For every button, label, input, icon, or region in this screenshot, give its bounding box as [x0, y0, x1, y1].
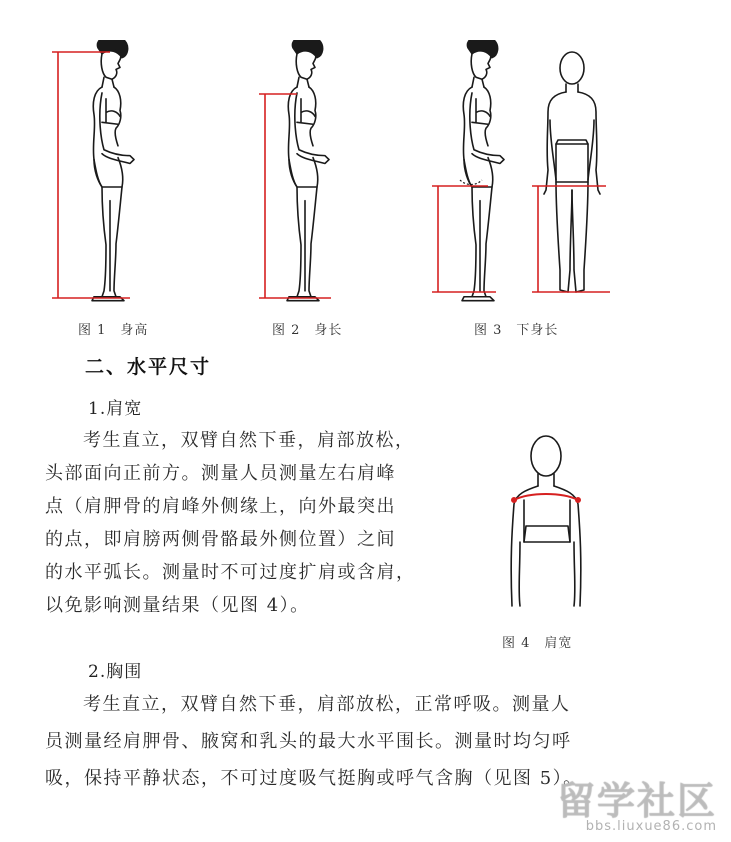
lower-body-side-illustration — [420, 40, 530, 310]
paragraph-line: 吸，保持平静状态，不可过度吸气挺胸或呼气含胸（见图 5）。 — [45, 768, 583, 789]
subsection-title-chest-circumference: 2.胸围 — [88, 662, 143, 682]
paragraph-line: 的水平弧长。测量时不可过度扩肩或含肩， — [45, 562, 416, 583]
figure-1-height — [50, 40, 160, 310]
watermark-logo: 留学社区 — [556, 779, 717, 823]
height-figure-illustration — [50, 40, 160, 310]
figure-3-lower-body-side — [420, 40, 530, 310]
subsection-title-shoulder-width: 1.肩宽 — [88, 399, 143, 419]
paragraph-line: 考生直立，双臂自然下垂，肩部放松，正常呼吸。测量人 — [83, 694, 571, 715]
figure-4-caption: 图 4 肩宽 — [502, 636, 573, 651]
body-length-figure-illustration — [245, 40, 355, 310]
figure-3-lower-body-back — [520, 40, 630, 310]
paragraph-line: 员测量经肩胛骨、腋窝和乳头的最大水平围长。测量时均匀呼 — [45, 731, 572, 752]
figure-2-body-length — [245, 40, 355, 310]
figure-4-shoulder-width — [490, 430, 600, 610]
section-title-horizontal-dimensions: 二、水平尺寸 — [85, 356, 212, 378]
paragraph-line: 的点，即肩膀两侧骨骼最外侧位置）之间 — [45, 529, 396, 550]
watermark — [557, 770, 717, 834]
shoulder-width-illustration — [490, 430, 600, 610]
paragraph-line: 头部面向正前方。测量人员测量左右肩峰 — [45, 463, 396, 484]
paragraph-line: 考生直立，双臂自然下垂，肩部放松， — [83, 430, 415, 451]
figure-1-caption: 图 1 身高 — [78, 323, 149, 338]
paragraph-line: 以免影响测量结果（见图 4）。 — [45, 595, 310, 616]
lower-body-back-illustration — [520, 40, 630, 310]
figure-2-caption: 图 2 身长 — [272, 323, 343, 338]
paragraph-line: 点（肩胛骨的肩峰外侧缘上，向外最突出 — [45, 496, 396, 517]
figure-3-caption: 图 3 下身长 — [474, 323, 559, 338]
watermark-url: bbs.liuxue86.com — [585, 819, 717, 834]
